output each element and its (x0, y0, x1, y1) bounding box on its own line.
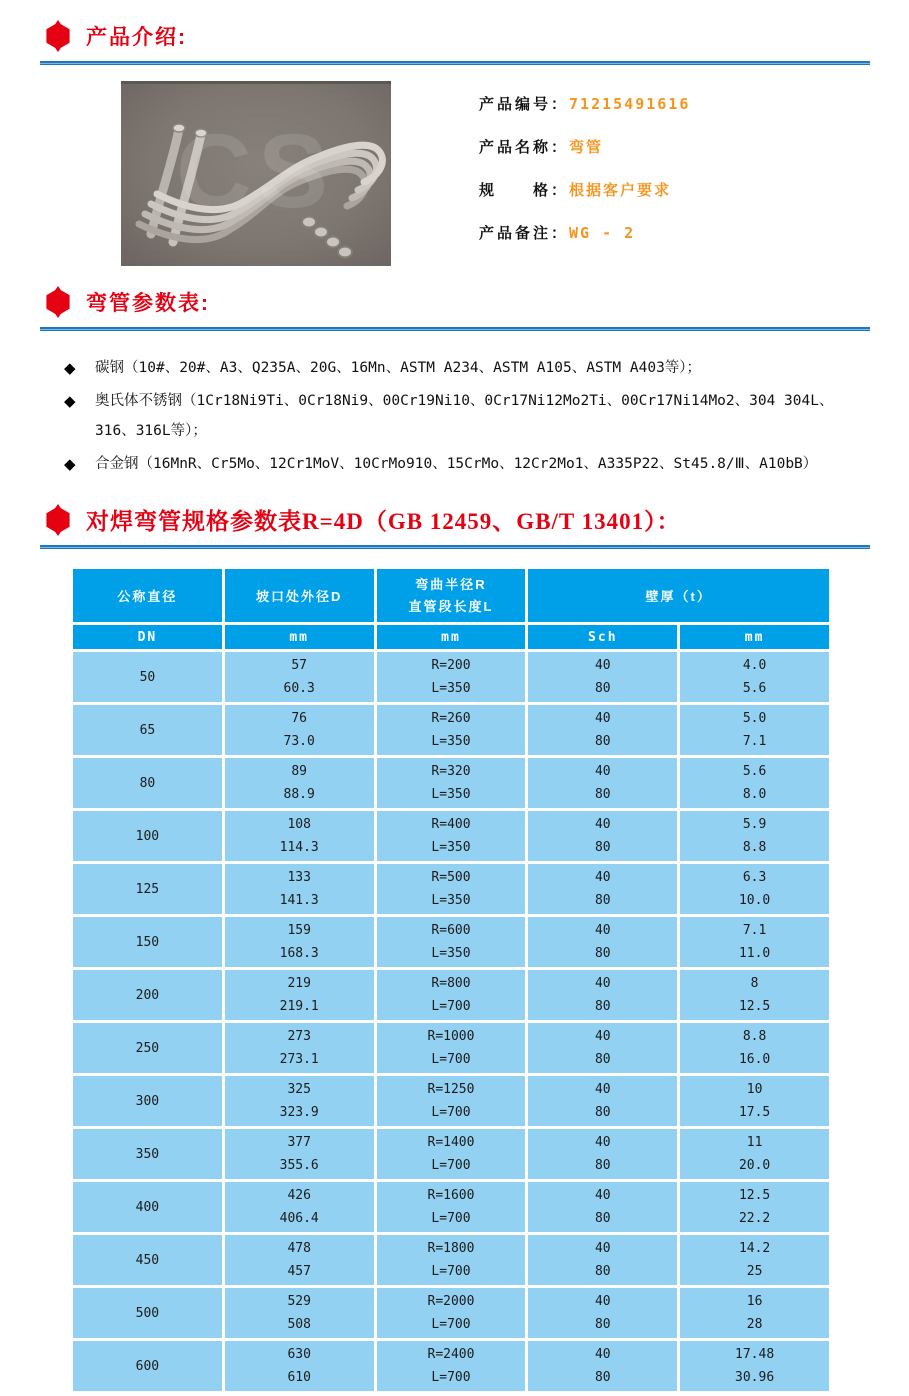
cell-outer-diameter-value: 355.6 (279, 1158, 319, 1173)
cell-radius-length-value: L=700 (431, 1264, 471, 1279)
cell-thickness-value: 7.1 (742, 734, 767, 749)
material-text: 合金钢（16MnR、Cr5Mo、12Cr1MoV、10CrMo910、15CrMo、12Cr2Mo1、A335P22、St45.8/Ⅲ、A10bB） (95, 456, 818, 472)
table-row-dn-80 (72, 757, 831, 810)
field-label: 产品备注： (479, 225, 570, 242)
cell-sch-value: 80 (594, 1158, 611, 1173)
cell-sch-value: 80 (594, 999, 611, 1014)
cell-dn-value: 200 (135, 987, 160, 1003)
cell-sch-value: 40 (594, 1029, 611, 1044)
cell-sch (527, 916, 679, 969)
cell-outer-diameter-value: 159 (287, 923, 311, 938)
photo-watermark: CS (176, 113, 334, 230)
field-label: 产品名称： (479, 139, 570, 156)
header-bend-radius: 弯曲半径R (415, 576, 487, 592)
cell-dn-value: 500 (135, 1305, 160, 1321)
cell-dn-value: 150 (135, 934, 160, 950)
field-spec (479, 179, 690, 203)
cell-dn (72, 1022, 224, 1075)
cell-thickness (679, 916, 831, 969)
header-row-units (72, 624, 831, 651)
cell-thickness-value: 11.0 (738, 946, 771, 961)
material-text: 奥氏体不锈钢（1Cr18Ni9Ti、0Cr18Ni9、00Cr19Ni10、0Cr17Ni12Mo2Ti、00Cr17Ni14Mo2、304 304L、316、316L等）； (95, 393, 834, 439)
cell-radius-length-value: R=500 (431, 870, 471, 885)
cell-sch (527, 810, 679, 863)
cell-sch-value: 80 (594, 1317, 611, 1332)
cell-sch-value: 40 (594, 1188, 611, 1203)
cell-sch-value: 40 (594, 976, 611, 991)
cell-thickness (679, 1128, 831, 1181)
cell-sch-value: 80 (594, 681, 611, 696)
cell-outer-diameter (223, 651, 375, 704)
cell-thickness-value: 16.0 (738, 1052, 771, 1067)
field-label: 规 格： (479, 182, 570, 199)
cell-thickness-value: 12.5 (738, 1188, 771, 1203)
cell-thickness-value: 4.0 (742, 658, 767, 673)
cell-radius-length-value: L=350 (431, 946, 471, 961)
unit-sch: Sch (527, 624, 679, 651)
cell-sch (527, 1022, 679, 1075)
cell-thickness (679, 757, 831, 810)
section-intro-titlebar (42, 20, 909, 52)
cell-radius-length-value: L=350 (431, 734, 471, 749)
cell-radius-length-value: L=350 (431, 893, 471, 908)
cell-outer-diameter-value: 73.0 (283, 734, 315, 749)
cell-thickness-value: 6.3 (742, 870, 767, 885)
cell-thickness (679, 1287, 831, 1340)
blue-rule (40, 327, 870, 331)
cell-thickness-value: 22.2 (738, 1211, 771, 1226)
cell-outer-diameter-value: 219 (287, 976, 311, 991)
cell-radius-length (375, 810, 527, 863)
table-row-dn-150 (72, 916, 831, 969)
cell-radius-length-value: R=2400 (427, 1347, 475, 1362)
material-item-alloy-steel (64, 449, 864, 479)
cell-sch (527, 1234, 679, 1287)
cell-thickness-value: 12.5 (738, 999, 771, 1014)
cell-radius-length (375, 969, 527, 1022)
unit-dn: DN (72, 624, 224, 651)
cell-outer-diameter (223, 863, 375, 916)
cell-outer-diameter-value: 457 (287, 1264, 311, 1279)
cell-sch-value: 40 (594, 817, 611, 832)
cell-outer-diameter-value: 610 (287, 1370, 311, 1385)
cell-outer-diameter (223, 969, 375, 1022)
cell-radius-length-value: L=700 (431, 1211, 471, 1226)
cell-radius-length (375, 1287, 527, 1340)
table-row-dn-600 (72, 1340, 831, 1393)
table-row-dn-350 (72, 1128, 831, 1181)
cell-thickness (679, 969, 831, 1022)
cell-outer-diameter-value: 114.3 (279, 840, 319, 855)
cell-dn (72, 1234, 224, 1287)
cell-sch-value: 40 (594, 658, 611, 673)
material-item-carbon-steel (64, 353, 864, 383)
cell-outer-diameter (223, 810, 375, 863)
cell-thickness (679, 810, 831, 863)
intro-content (121, 81, 909, 266)
cell-sch (527, 863, 679, 916)
cell-thickness-value: 10 (746, 1082, 763, 1097)
cell-radius-length-value: L=700 (431, 999, 471, 1014)
cell-dn-value: 250 (135, 1040, 160, 1056)
field-label: 产品编号： (479, 96, 570, 113)
blue-rule (40, 545, 870, 549)
cell-sch-value: 80 (594, 1052, 611, 1067)
diamond-bullet-icon: ◆ (64, 359, 76, 377)
cell-thickness (679, 1075, 831, 1128)
header-outer-diameter: 坡口处外径D (223, 568, 375, 624)
cell-radius-length (375, 1340, 527, 1393)
cell-radius-length (375, 1075, 527, 1128)
cell-sch-value: 40 (594, 1082, 611, 1097)
section-spec-titlebar (42, 503, 909, 536)
cell-radius-length-value: R=1000 (427, 1029, 475, 1044)
cell-outer-diameter-value: 133 (287, 870, 311, 885)
table-row-dn-65 (72, 704, 831, 757)
cell-dn (72, 651, 224, 704)
cell-outer-diameter-value: 57 (291, 658, 308, 673)
field-value: 71215491616 (569, 95, 691, 113)
unit-mm-1: mm (223, 624, 375, 651)
table-row-dn-300 (72, 1075, 831, 1128)
cell-thickness (679, 651, 831, 704)
cell-sch (527, 757, 679, 810)
field-remark (479, 222, 690, 246)
cell-outer-diameter (223, 916, 375, 969)
cell-radius-length (375, 863, 527, 916)
cell-thickness (679, 1181, 831, 1234)
product-photo (121, 81, 391, 266)
cell-thickness-value: 28 (746, 1317, 763, 1332)
material-item-stainless-steel (64, 386, 864, 446)
cell-thickness-value: 8.0 (742, 787, 767, 802)
cell-outer-diameter-value: 529 (287, 1294, 311, 1309)
cell-outer-diameter-value: 273 (287, 1029, 311, 1044)
cell-radius-length-value: L=700 (431, 1370, 471, 1385)
table-row-dn-500 (72, 1287, 831, 1340)
cell-dn (72, 1181, 224, 1234)
cell-outer-diameter-value: 141.3 (279, 893, 319, 908)
blue-rule (40, 61, 870, 65)
cell-radius-length (375, 704, 527, 757)
cell-sch (527, 651, 679, 704)
cell-sch-value: 40 (594, 923, 611, 938)
field-product-name (479, 136, 690, 160)
cell-dn (72, 757, 224, 810)
cell-radius-length (375, 1234, 527, 1287)
cell-outer-diameter-value: 76 (291, 711, 308, 726)
cell-dn (72, 1075, 224, 1128)
header-wall-thickness: 壁厚（t） (527, 568, 831, 624)
cell-dn (72, 704, 224, 757)
cell-thickness-value: 10.0 (738, 893, 771, 908)
cell-dn (72, 916, 224, 969)
cell-thickness-value: 5.6 (742, 681, 767, 696)
cell-dn (72, 1128, 224, 1181)
cell-outer-diameter (223, 1022, 375, 1075)
cell-dn (72, 1340, 224, 1393)
table-row-dn-200 (72, 969, 831, 1022)
field-value: 根据客户要求 (569, 181, 672, 199)
cell-outer-diameter-value: 219.1 (279, 999, 319, 1014)
cell-sch-value: 80 (594, 1105, 611, 1120)
diamond-bullet-icon: ◆ (64, 455, 76, 473)
cell-sch-value: 40 (594, 1347, 611, 1362)
star-icon (42, 286, 74, 318)
cell-thickness-value: 8 (750, 976, 759, 991)
cell-sch-value: 80 (594, 1264, 611, 1279)
spec-table-body (72, 651, 831, 1393)
header-nominal-diameter: 公称直径 (72, 568, 224, 624)
cell-sch-value: 80 (594, 734, 611, 749)
cell-sch-value: 80 (594, 787, 611, 802)
cell-outer-diameter-value: 273.1 (279, 1052, 319, 1067)
field-product-code (479, 93, 690, 117)
cell-sch-value: 80 (594, 946, 611, 961)
cell-radius-length-value: L=700 (431, 1105, 471, 1120)
cell-thickness (679, 1234, 831, 1287)
cell-thickness-value: 20.0 (738, 1158, 771, 1173)
cell-radius-length-value: L=350 (431, 681, 471, 696)
section-params-title: 弯管参数表: (86, 292, 210, 315)
cell-sch-value: 80 (594, 840, 611, 855)
cell-outer-diameter (223, 704, 375, 757)
cell-radius-length-value: L=700 (431, 1317, 471, 1332)
cell-dn-value: 50 (139, 669, 156, 685)
cell-thickness-value: 5.6 (742, 764, 767, 779)
cell-dn-value: 600 (135, 1358, 160, 1374)
cell-radius-length-value: L=350 (431, 840, 471, 855)
cell-sch (527, 1287, 679, 1340)
header-row-titles (72, 568, 831, 624)
cell-outer-diameter-value: 508 (287, 1317, 311, 1332)
cell-sch-value: 40 (594, 870, 611, 885)
cell-outer-diameter-value: 325 (287, 1082, 311, 1097)
field-value: 弯管 (569, 138, 604, 156)
cell-outer-diameter-value: 323.9 (279, 1105, 319, 1120)
cell-radius-length-value: R=200 (431, 658, 471, 673)
cell-dn-value: 300 (135, 1093, 160, 1109)
material-text: 碳钢（10#、20#、A3、Q235A、20G、16Mn、ASTM A234、ASTM A105、ASTM A403等）； (95, 360, 702, 376)
cell-thickness-value: 8.8 (742, 840, 767, 855)
header-straight-length: 直管段长度L (408, 598, 494, 614)
cell-dn-value: 125 (135, 881, 160, 897)
cell-dn-value: 65 (139, 722, 156, 738)
unit-mm-2: mm (375, 624, 527, 651)
star-icon (42, 504, 74, 536)
cell-outer-diameter-value: 377 (287, 1135, 311, 1150)
cell-radius-length (375, 1022, 527, 1075)
cell-sch-value: 40 (594, 711, 611, 726)
product-info (479, 81, 690, 266)
material-list (64, 353, 864, 479)
cell-sch-value: 40 (594, 1135, 611, 1150)
cell-outer-diameter-value: 406.4 (279, 1211, 319, 1226)
cell-sch-value: 40 (594, 1241, 611, 1256)
star-icon (42, 20, 74, 52)
cell-outer-diameter (223, 1128, 375, 1181)
cell-thickness-value: 25 (746, 1264, 763, 1279)
cell-sch-value: 40 (594, 1294, 611, 1309)
cell-thickness-value: 16 (746, 1294, 763, 1309)
cell-thickness-value: 17.48 (735, 1347, 775, 1362)
diamond-bullet-icon: ◆ (64, 392, 76, 410)
cell-outer-diameter (223, 1234, 375, 1287)
cell-dn-value: 80 (139, 775, 156, 791)
cell-radius-length-value: R=260 (431, 711, 471, 726)
spec-table (70, 566, 832, 1394)
table-row-dn-250 (72, 1022, 831, 1075)
header-radius-length (375, 568, 527, 624)
section-spec-title: 对焊弯管规格参数表R=4D（GB 12459、GB/T 13401）： (86, 509, 681, 534)
cell-radius-length-value: R=400 (431, 817, 471, 832)
cell-outer-diameter-value: 89 (291, 764, 308, 779)
cell-sch-value: 80 (594, 1211, 611, 1226)
cell-sch-value: 80 (594, 893, 611, 908)
cell-outer-diameter-value: 168.3 (279, 946, 319, 961)
cell-radius-length (375, 1181, 527, 1234)
cell-outer-diameter (223, 757, 375, 810)
cell-thickness (679, 863, 831, 916)
cell-thickness-value: 11 (746, 1135, 763, 1150)
cell-outer-diameter-value: 630 (287, 1347, 311, 1362)
cell-thickness-value: 17.5 (738, 1105, 771, 1120)
cell-dn-value: 450 (135, 1252, 160, 1268)
section-intro-title: 产品介绍: (86, 26, 187, 49)
cell-radius-length-value: R=1250 (427, 1082, 475, 1097)
cell-thickness-value: 30.96 (735, 1370, 775, 1385)
cell-sch (527, 1181, 679, 1234)
cell-radius-length (375, 651, 527, 704)
cell-radius-length-value: R=1600 (427, 1188, 475, 1203)
table-row-dn-125 (72, 863, 831, 916)
cell-radius-length (375, 916, 527, 969)
cell-thickness (679, 704, 831, 757)
cell-dn (72, 863, 224, 916)
section-params-titlebar (42, 286, 909, 318)
cell-thickness (679, 1340, 831, 1393)
cell-sch (527, 1340, 679, 1393)
cell-outer-diameter-value: 88.9 (283, 787, 315, 802)
cell-sch (527, 704, 679, 757)
cell-thickness-value: 5.9 (742, 817, 767, 832)
cell-radius-length (375, 757, 527, 810)
cell-outer-diameter (223, 1287, 375, 1340)
unit-mm-3: mm (679, 624, 831, 651)
cell-dn (72, 810, 224, 863)
spec-table-container (70, 566, 909, 1394)
cell-radius-length-value: R=320 (431, 764, 471, 779)
cell-thickness (679, 1022, 831, 1075)
cell-outer-diameter-value: 426 (287, 1188, 311, 1203)
cell-dn-value: 350 (135, 1146, 160, 1162)
cell-dn (72, 969, 224, 1022)
cell-thickness-value: 7.1 (742, 923, 767, 938)
table-row-dn-400 (72, 1181, 831, 1234)
cell-radius-length-value: L=700 (431, 1052, 471, 1067)
cell-sch (527, 1128, 679, 1181)
cell-thickness-value: 8.8 (742, 1029, 767, 1044)
cell-radius-length-value: R=800 (431, 976, 471, 991)
cell-radius-length-value: R=1800 (427, 1241, 475, 1256)
cell-outer-diameter-value: 60.3 (283, 681, 315, 696)
cell-radius-length-value: R=1400 (427, 1135, 475, 1150)
table-row-dn-50 (72, 651, 831, 704)
cell-radius-length-value: L=350 (431, 787, 471, 802)
cell-dn-value: 100 (135, 828, 160, 844)
cell-thickness-value: 14.2 (738, 1241, 771, 1256)
cell-thickness-value: 5.0 (742, 711, 767, 726)
cell-sch (527, 969, 679, 1022)
cell-outer-diameter-value: 478 (287, 1241, 311, 1256)
cell-radius-length-value: R=600 (431, 923, 471, 938)
field-value: WG - 2 (569, 224, 636, 242)
cell-radius-length (375, 1128, 527, 1181)
table-row-dn-450 (72, 1234, 831, 1287)
table-row-dn-100 (72, 810, 831, 863)
cell-outer-diameter (223, 1340, 375, 1393)
cell-radius-length-value: R=2000 (427, 1294, 475, 1309)
cell-outer-diameter (223, 1181, 375, 1234)
cell-dn (72, 1287, 224, 1340)
cell-sch-value: 40 (594, 764, 611, 779)
cell-outer-diameter-value: 108 (287, 817, 311, 832)
cell-sch-value: 80 (594, 1370, 611, 1385)
cell-outer-diameter (223, 1075, 375, 1128)
cell-radius-length-value: L=700 (431, 1158, 471, 1173)
spec-table-head (72, 568, 831, 651)
cell-sch (527, 1075, 679, 1128)
cell-dn-value: 400 (135, 1199, 160, 1215)
